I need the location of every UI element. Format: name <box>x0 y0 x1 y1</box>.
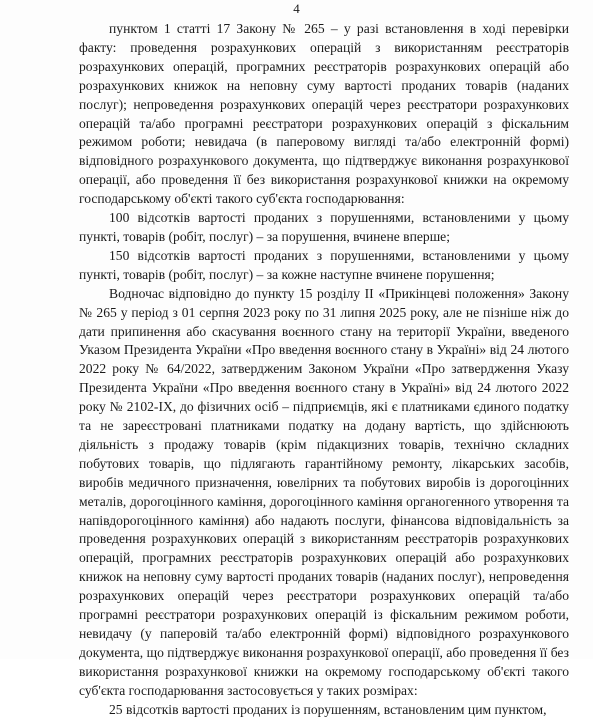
paragraph-penalty-repeat-violation: 150 відсотків вартості проданих з порушеннями, встановленими у цьому пункті, товарів (робіт, послуг) – за кожне наступне вчинене порушення; <box>79 247 569 282</box>
paragraph-liability-grounds: пунктом 1 статті 17 Закону № 265 – у разі встановлення в ході перевірки факту: проведення розрахункових операцій з використанням реєстраторів розрахункових операцій, програмних реєстраторів розрахункових операцій або розрахункових книжок на неповну суму вартості проданих товарів (наданих послуг); непроведення розрахункових операцій через реєстратори розрахункових операцій та/або програмні реєстратори розрахункових операцій з фіскальним режимом роботи; невидача (в паперовому вигляді та/або електронній формі) відповідного розрахункового документа, що підтверджує виконання розрахункової операції, або проведення її без використання розрахункової книжки на окремому господарському об'єкті такого суб'єкта господарювання: <box>79 21 569 207</box>
paragraph-reduced-penalty: 25 відсотків вартості проданих із порушенням, встановленим цим пунктом, <box>109 701 547 717</box>
page-number: 4 <box>293 1 300 16</box>
paragraph-penalty-first-violation: 100 відсотків вартості проданих з порушеннями, встановленими у цьому пункті, товарів (робіт, послуг) – за порушення, вчинене вперше; <box>79 210 569 244</box>
document-body <box>79 20 569 720</box>
paragraph-martial-law-provision: Водночас відповідно до пункту 15 розділу ІІ «Прикінцеві положення» Закону № 265 у період з 01 серпня 2023 року по 31 липня 2025 року, але не пізніше ніж до дати припинення або скасування воєнного стану на території України, введеного Указом Президента України «Про введення воєнного стану в Україні» від 24 лютого 2022 року № 64/2022, затвердженим Законом України «Про затвердження Указу Президента України «Про введення воєнного стану в Україні» від 24 лютого 2022 року № 2102-IX, до фізичних осіб – підприємців, які є платниками єдиного податку та не зареєстровані платниками податку на додану вартість, що здійснюють діяльність з продажу товарів (крім підакцизних товарів, технічно складних побутових товарів, що підлягають гарантійному ремонту, лікарських засобів, виробів медичного призначення, ювелірних та побутових виробів із дорогоцінних металів, дорогоцінного каміння, дорогоцінного каміння органогенного утворення та напівдорогоцінного каміння) або надають послуги, фінансова відповідальність за проведення розрахункових операцій з використанням реєстраторів розрахункових операцій, програмних реєстраторів розрахункових операцій або розрахункових книжок на неповну суму вартості проданих товарів (наданих послуг), непроведення розрахункових операцій через реєстратори розрахункових операцій та/або програмні реєстратори розрахункових операцій із фіскальним режимом роботи, невидачу (у паперовій та/або електронній формі) відповідного розрахункового документа, що підтверджує виконання розрахункової операції, або проведення її без використання розрахункової книжки на окремому господарському об'єкті такого суб'єкта господарювання застосовується у таких розмірах: <box>79 285 569 698</box>
